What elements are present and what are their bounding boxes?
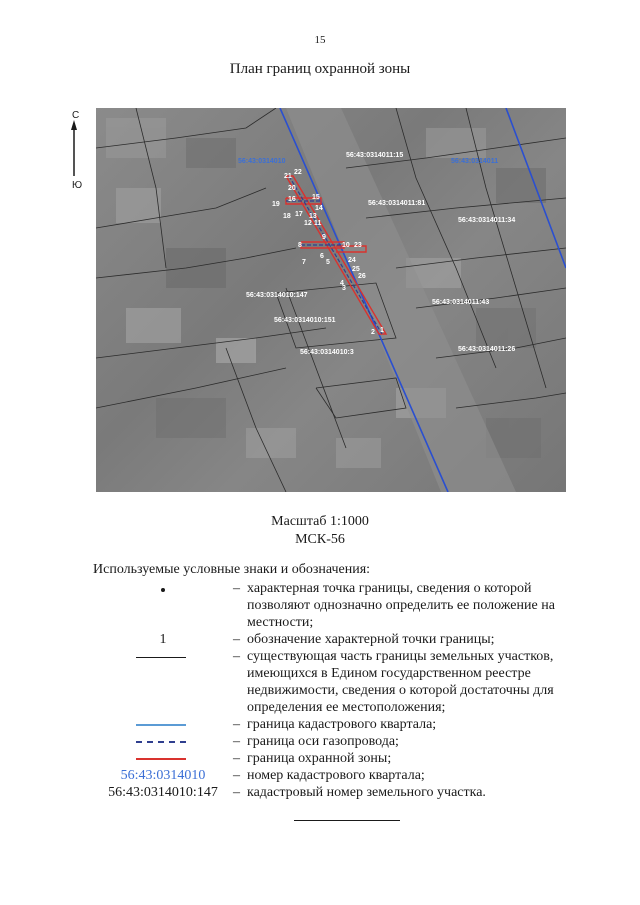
point-number: 21 xyxy=(284,173,292,180)
point-number: 16 xyxy=(288,196,296,203)
point-number: 11 xyxy=(314,220,322,227)
legend-symbol-text: 1 xyxy=(159,632,167,647)
parcel-label: 56:43:0314010:147 xyxy=(246,292,308,299)
point-number: 3 xyxy=(342,285,346,292)
point-number: 2 xyxy=(371,329,375,336)
legend-item-text: характерная точка границы, сведения о которой позволяют однозначно определить ее положение на местности; xyxy=(247,581,555,630)
point-number: 12 xyxy=(304,220,312,227)
gas-axis-line-icon xyxy=(136,741,186,743)
legend-item: 56:43:0314010 – номер кадастрового квартала; xyxy=(93,767,598,784)
point-number: 24 xyxy=(348,257,356,264)
legend-item: – характерная точка границы, сведения о которой позволяют однозначно определить ее положение на местности; xyxy=(93,580,598,631)
compass xyxy=(68,110,92,192)
coordinate-system-label: МСК-56 xyxy=(295,532,345,547)
parcel-boundary-line-icon xyxy=(136,657,186,658)
legend-item-text: граница охранной зоны; xyxy=(247,751,392,766)
point-number: 18 xyxy=(283,213,291,220)
point-number: 9 xyxy=(322,234,326,241)
legend-title: Используемые условные знаки и обозначения: xyxy=(93,562,371,577)
legend-item-text: обозначение характерной точки границы; xyxy=(247,632,495,647)
legend-symbol-text: 56:43:0314010:147 xyxy=(108,785,218,800)
parcel-label: 56:43:0314011:34 xyxy=(458,217,516,224)
point-number: 14 xyxy=(315,205,323,212)
point-number: 20 xyxy=(288,185,296,192)
point-number: 22 xyxy=(294,169,302,176)
legend-item: – существующая часть границы земельных участков, имеющихся в Едином государственном реестре недвижимости, сведения о которой достаточны для определения ее местоположения; xyxy=(93,648,598,716)
parcel-label: 56:43:0314011:81 xyxy=(368,200,426,207)
legend xyxy=(93,580,598,801)
point-number: 10 xyxy=(342,242,350,249)
parcel-label: 56:43:0314011:43 xyxy=(432,299,490,306)
parcel-label: 56:43:0314011:26 xyxy=(458,346,516,353)
compass-south-label: Ю xyxy=(72,180,83,191)
compass-north-label: С xyxy=(72,110,80,121)
point-number: 4 xyxy=(340,280,344,287)
legend-item: – граница охранной зоны; xyxy=(93,750,598,767)
map-overlay xyxy=(96,108,566,492)
point-number: 6 xyxy=(320,253,324,260)
point-number: 26 xyxy=(358,273,366,280)
point-number: 17 xyxy=(295,211,303,218)
quarter-label-1: 56:43:0314010 xyxy=(238,158,286,165)
scale-block xyxy=(0,513,640,549)
point-number: 13 xyxy=(309,213,317,220)
aerial-map xyxy=(96,108,566,492)
point-number: 8 xyxy=(298,242,302,249)
page-number: 15 xyxy=(314,34,326,46)
page-title: План границ охранной зоны xyxy=(229,61,411,77)
protection-zone-line-icon xyxy=(136,758,186,760)
point-number: 7 xyxy=(302,259,306,266)
point-number: 25 xyxy=(352,266,360,273)
point-number: 23 xyxy=(354,242,362,249)
legend-item-text: номер кадастрового квартала; xyxy=(247,768,425,783)
legend-item-text: граница кадастрового квартала; xyxy=(247,717,437,732)
point-number: 1 xyxy=(380,327,384,334)
legend-item: 1 – обозначение характерной точки границы; xyxy=(93,631,598,648)
point-number: 15 xyxy=(312,194,320,201)
legend-item-text: кадастровый номер земельного участка. xyxy=(247,785,486,800)
legend-item-text: граница оси газопровода; xyxy=(247,734,399,749)
parcel-label: 56:43:0314010:3 xyxy=(300,349,354,356)
legend-item: – граница кадастрового квартала; xyxy=(93,716,598,733)
legend-item: – граница оси газопровода; xyxy=(93,733,598,750)
point-dot-icon xyxy=(161,588,165,592)
point-number: 5 xyxy=(326,259,330,266)
legend-symbol-text: 56:43:0314010 xyxy=(120,768,206,783)
point-number: 19 xyxy=(272,201,280,208)
quarter-label-2: 56:43:0314011 xyxy=(451,158,499,165)
scale-label: Масштаб 1:1000 xyxy=(271,514,369,529)
end-divider xyxy=(294,820,400,821)
parcel-label: 56:43:0314011:15 xyxy=(346,152,404,159)
legend-item: 56:43:0314010:147 – кадастровый номер земельного участка. xyxy=(93,784,598,801)
legend-item-text: существующая часть границы земельных участков, имеющихся в Едином государственном реестре недвижимости, сведения о которой достаточны для определения ее местоположения; xyxy=(247,649,554,715)
quarter-boundary-line-icon xyxy=(136,724,186,726)
parcel-label: 56:43:0314010:151 xyxy=(274,317,336,324)
